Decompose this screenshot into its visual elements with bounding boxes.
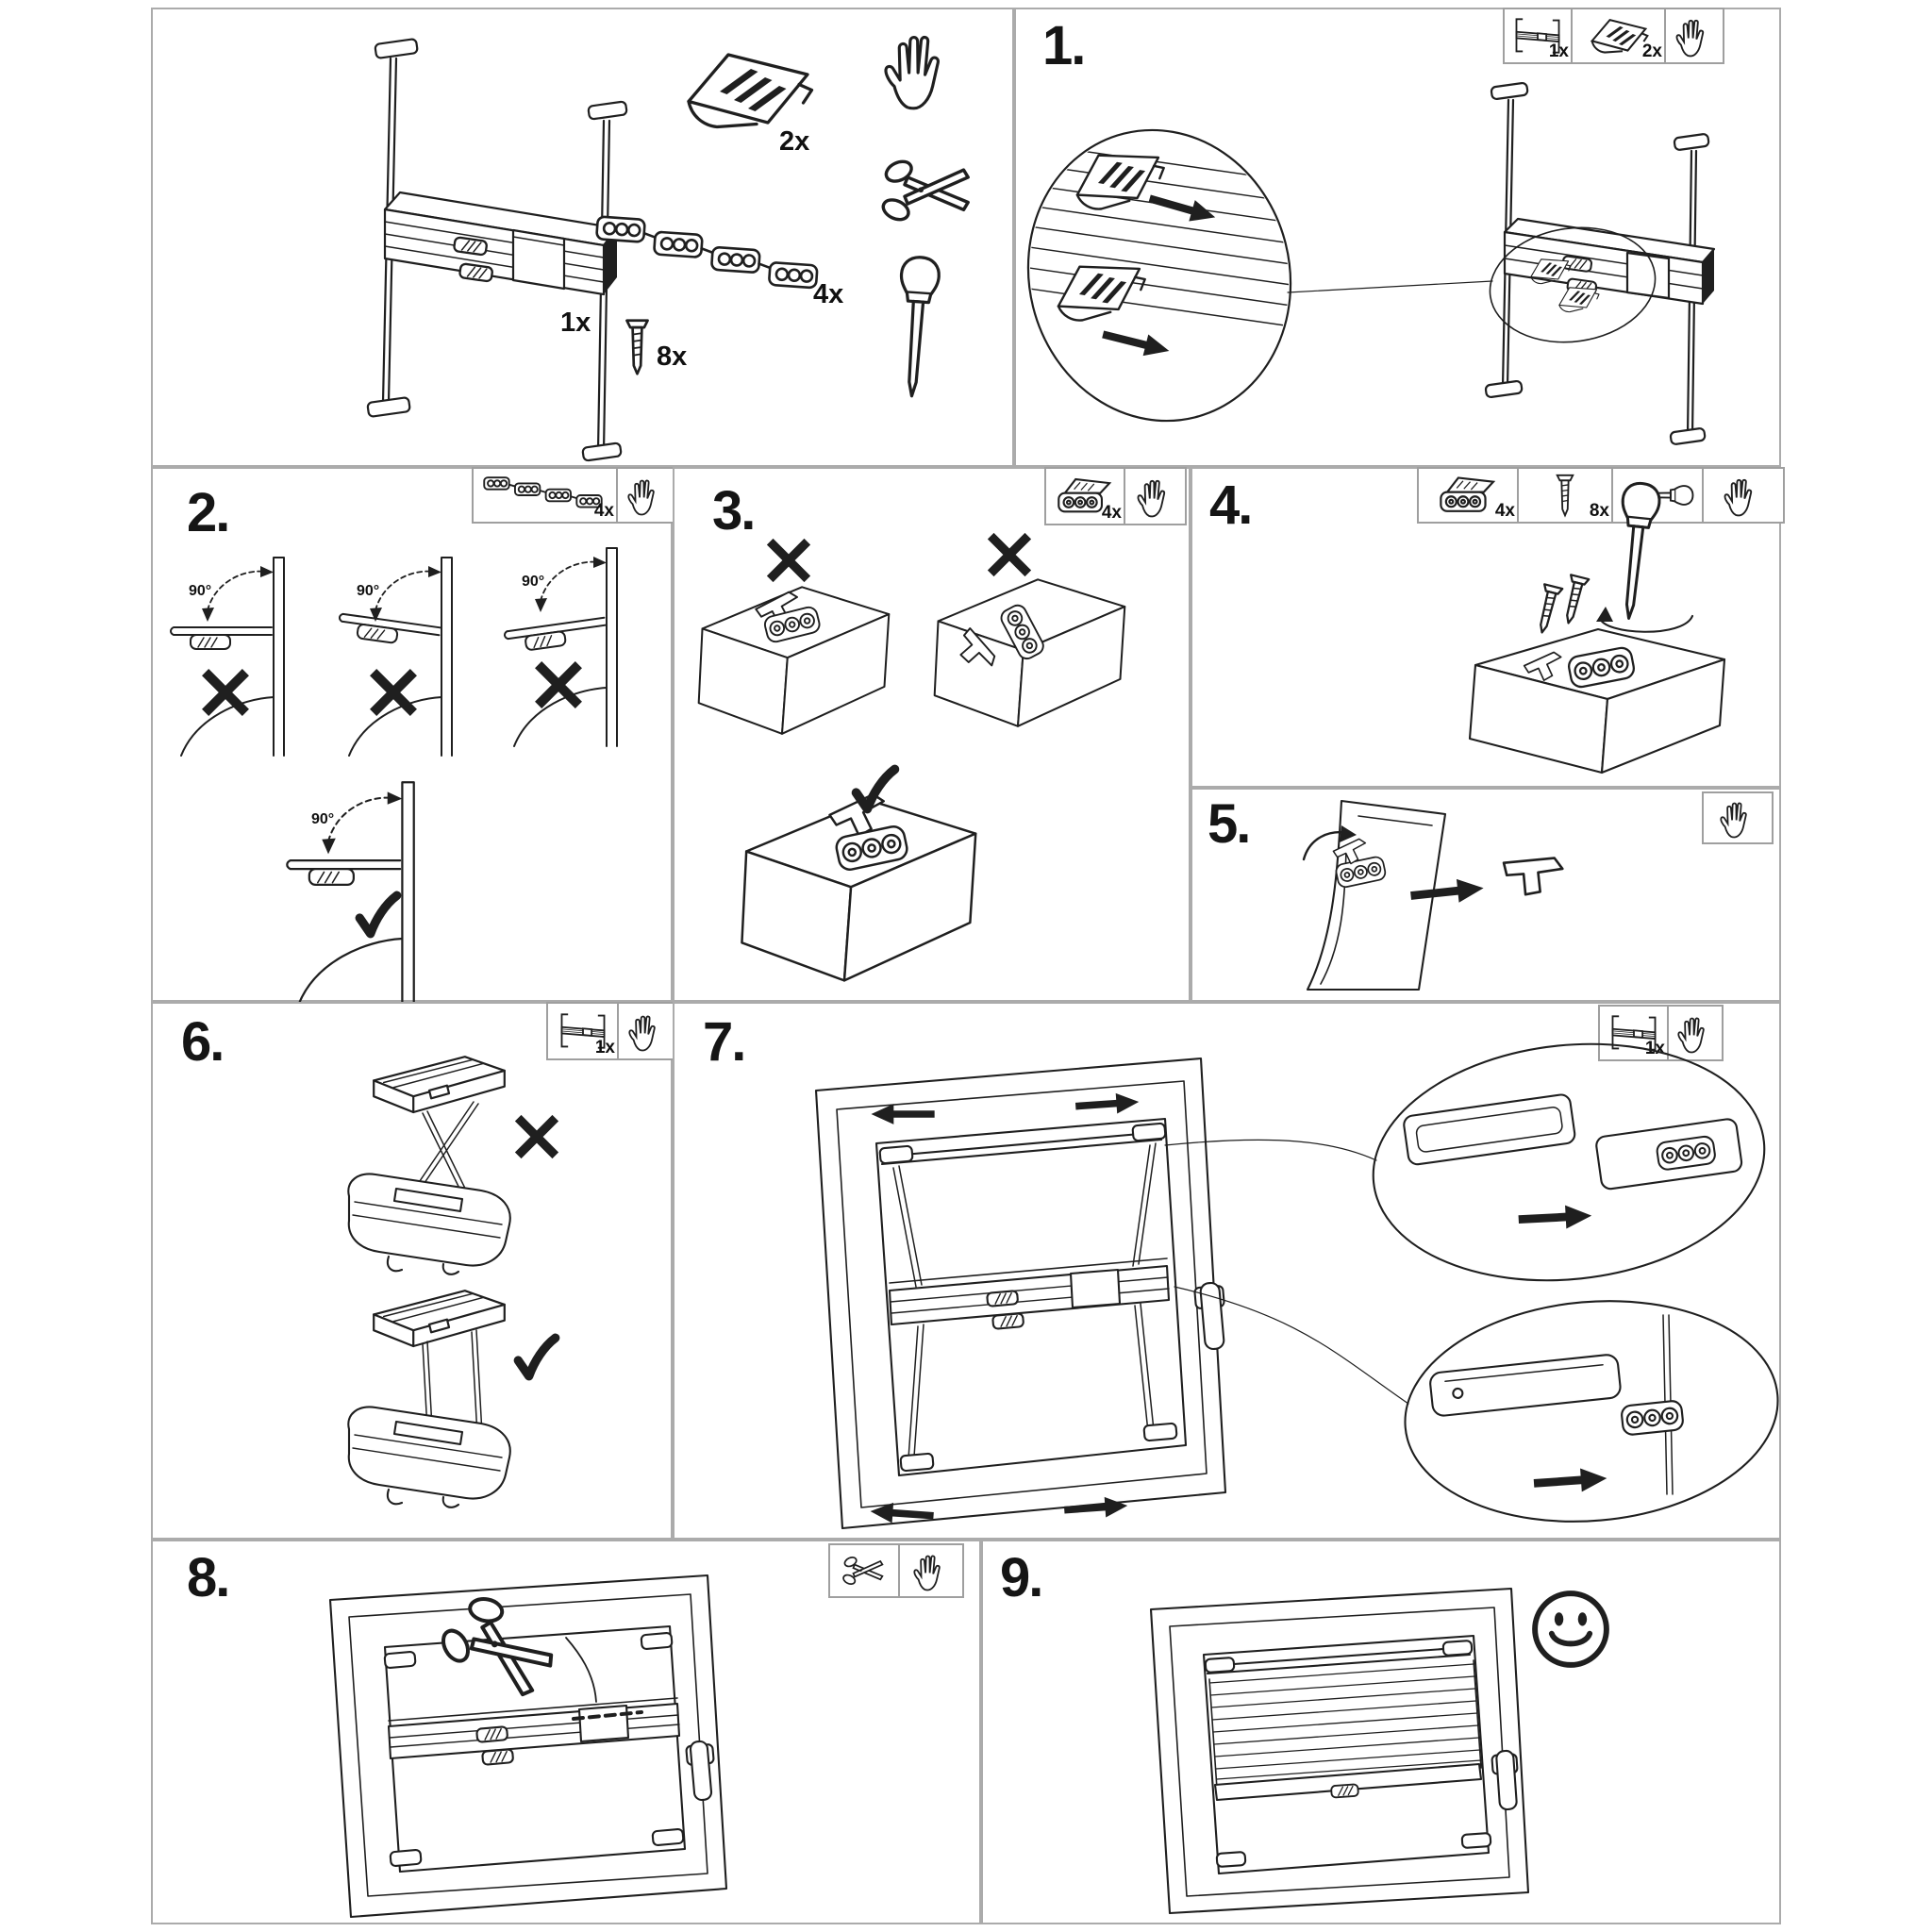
cross-mark-icon <box>539 665 579 706</box>
cross-mark-icon <box>374 673 414 713</box>
screw-drawing <box>1533 584 1562 634</box>
frame-corner-drawing <box>1470 629 1724 773</box>
angle-label: 90° <box>189 583 212 599</box>
tension-clamp-drawing <box>689 55 812 127</box>
step-2-panel <box>151 467 673 1002</box>
cross-mark-icon <box>206 673 246 713</box>
window-drawing <box>816 1058 1225 1528</box>
bracket-icon: 4x <box>1419 469 1517 522</box>
cross-mark-icon <box>770 541 808 579</box>
window-drawing <box>330 1575 726 1917</box>
bracket-strip-icon: 4x <box>474 469 616 522</box>
step-9-panel <box>981 1540 1781 1924</box>
cross-mark-icon <box>518 1118 556 1156</box>
step-7-number: 7. <box>703 1011 745 1073</box>
bottom-detail-callout <box>1396 1286 1783 1537</box>
wrong-bracket-2 <box>935 579 1125 726</box>
step-6-illustration <box>153 1004 675 1541</box>
hand-icon <box>886 38 938 108</box>
step-8-number: 8. <box>187 1547 229 1608</box>
step-3-panel <box>673 467 1191 1002</box>
step-1-panel <box>1014 8 1781 467</box>
screw-drawing <box>1559 575 1589 625</box>
slide-arrow <box>1533 1467 1607 1495</box>
angle-label: 90° <box>522 574 545 590</box>
blind-assembly-drawing <box>367 39 627 461</box>
screwdriver-drawing <box>1610 482 1661 621</box>
blind-assembly-icon: 1x <box>1505 9 1571 62</box>
step-4-panel <box>1191 467 1781 788</box>
slide-arrow <box>1100 324 1172 361</box>
screw-qty-label: 8x <box>657 341 688 372</box>
step-6-panel <box>151 1002 673 1540</box>
step-2-number: 2. <box>187 482 229 543</box>
step-1-number: 1. <box>1042 15 1085 76</box>
parts-overview-illustration <box>153 9 1016 469</box>
wrong-mount-1 <box>171 558 284 756</box>
blind-qty-label: 1x <box>560 308 591 338</box>
top-detail-callout <box>1361 1025 1776 1299</box>
step-3-number: 3. <box>712 480 755 541</box>
slide-arrow <box>1518 1204 1592 1231</box>
check-mark-icon <box>359 895 396 934</box>
step-9-number: 9. <box>1000 1547 1042 1608</box>
tension-clamp-icon: 2x <box>1571 9 1664 62</box>
step-8-panel <box>151 1540 981 1924</box>
wrong-mount-2 <box>337 558 452 756</box>
step-2-illustration <box>153 469 675 1004</box>
scissors-icon <box>880 158 968 224</box>
wrong-bracket-1 <box>699 587 890 734</box>
slide-arrow <box>1146 188 1218 227</box>
step-5-panel <box>1191 788 1781 1002</box>
step-8-illustration <box>153 1541 983 1926</box>
parts-overview-panel <box>151 8 1014 467</box>
correct-cords-parallel <box>348 1291 509 1507</box>
break-off-tab-drawing <box>1500 851 1564 899</box>
step-1-illustration <box>1016 9 1783 469</box>
bracket-icon: 4x <box>1046 469 1124 524</box>
blind-assembly-drawing <box>1483 82 1714 444</box>
step-3-illustration <box>675 469 1192 1004</box>
clamp-qty-label: 2x <box>779 126 810 157</box>
wrong-cords-crossed <box>348 1057 509 1274</box>
step-6-number: 6. <box>181 1011 224 1073</box>
bracket-strip-drawing <box>594 216 820 288</box>
cross-mark-icon <box>991 536 1028 574</box>
angle-label: 90° <box>357 583 380 599</box>
screw-drawing <box>626 321 647 374</box>
angle-label: 90° <box>311 811 335 827</box>
bracket-strip-qty-label: 4x <box>813 279 844 309</box>
detail-callout-ellipse <box>1016 102 1321 449</box>
smiley-icon <box>1535 1593 1607 1665</box>
screw-icon: 8x <box>1517 469 1611 522</box>
step-9-illustration <box>983 1541 1783 1926</box>
correct-bracket <box>741 792 975 980</box>
step-4-number: 4. <box>1209 475 1252 536</box>
rotate-arrow <box>1600 616 1692 632</box>
window-drawing <box>1151 1589 1528 1913</box>
step-7-panel <box>673 1002 1781 1540</box>
blind-assembly-icon: 1x <box>548 1004 617 1058</box>
step-4-illustration <box>1192 469 1783 790</box>
step-7-illustration <box>675 1004 1783 1541</box>
screwdriver-icon <box>893 256 941 397</box>
step-5-illustration <box>1192 790 1783 1004</box>
step-5-number: 5. <box>1208 793 1250 855</box>
check-mark-icon <box>518 1338 555 1376</box>
blind-assembly-icon: 1x <box>1600 1007 1667 1059</box>
